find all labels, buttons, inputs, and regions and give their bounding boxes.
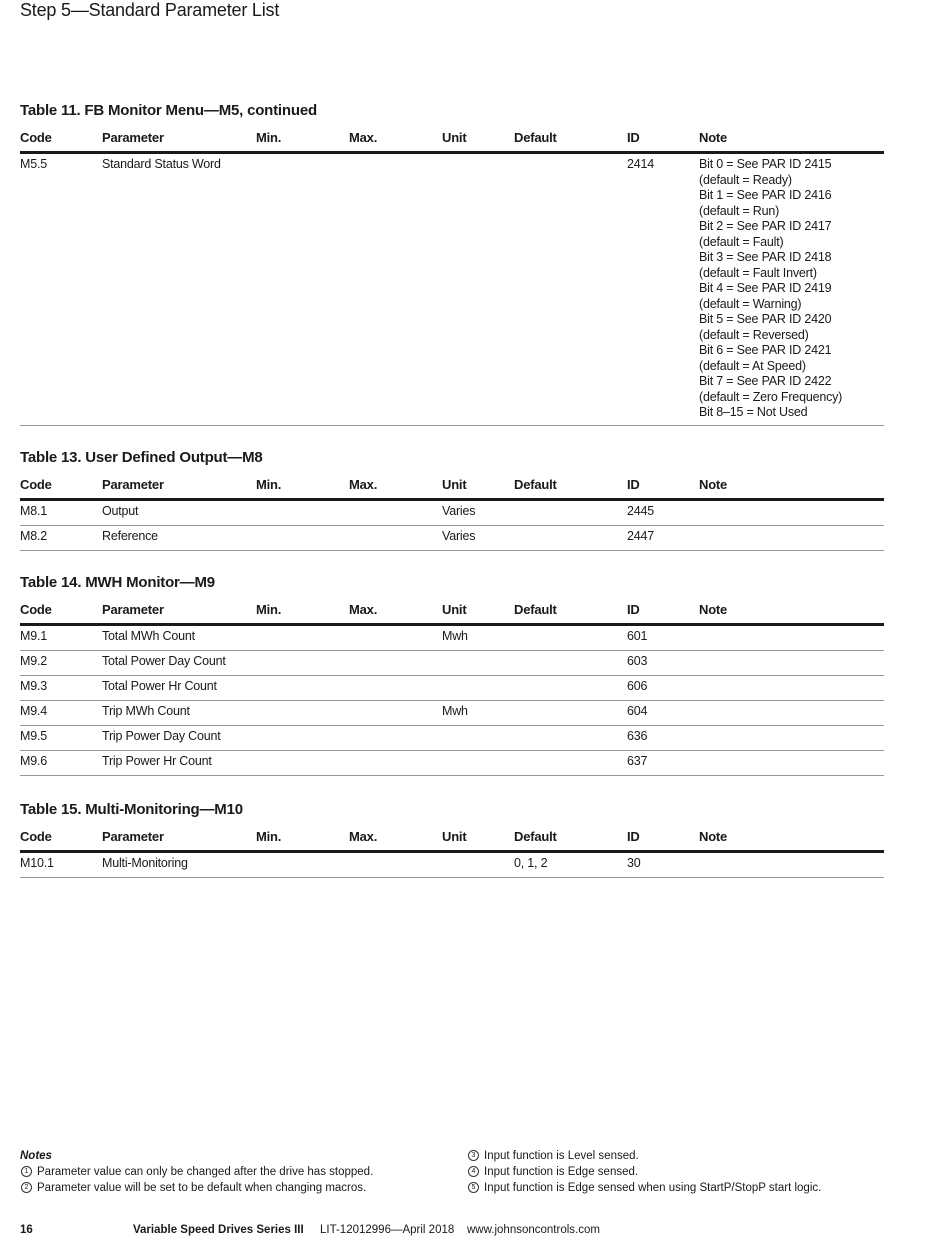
cell-note [699,529,884,546]
cell-code: M9.4 [20,704,47,718]
column-header-min: Min. [256,602,282,617]
cell-id: 603 [627,654,648,668]
cell-unit [442,856,514,873]
table-row [20,676,884,701]
note-line: Bit 3 = See PAR ID 2418 [699,250,832,264]
cell-default [514,679,627,696]
note-line: Bit 0 = See PAR ID 2415 [699,157,832,171]
table-row [20,651,884,676]
cell-parameter: Reference [102,529,158,543]
note-line: (default = Reversed) [699,327,809,342]
cell-note [699,629,884,646]
note-line: (default = Zero Frequency) [699,389,843,404]
footnote-text: Parameter value will be set to be default when changing macros. [37,1182,367,1194]
cell-max [349,629,442,646]
cell-parameter: Output [102,504,139,518]
cell-note [699,654,884,671]
cell-default: 0, 1, 2 [514,856,548,870]
column-header-max: Max. [349,477,378,492]
cell-code: M9.3 [20,679,47,693]
column-header-unit: Unit [442,829,467,844]
cell-code: M8.1 [20,504,47,518]
cell-unit [442,754,514,771]
page-number: 16 [20,1224,33,1236]
column-header-parameter: Parameter [102,602,164,617]
table-title: Table 13. User Defined Output—M8 [20,449,263,466]
note-line: (default = At Speed) [699,358,806,373]
cell-note [699,729,884,746]
table-title: Table 11. FB Monitor Menu—M5, continued [20,102,317,119]
page-footer [20,1224,884,1240]
note-line: Bit 8–15 = Not Used [699,405,808,419]
notes-left-column [20,1148,450,1196]
cell-default [514,654,627,671]
note-line: Bit 6 = See PAR ID 2421 [699,343,832,357]
column-header-unit: Unit [442,602,467,617]
cell-unit [442,157,514,421]
cell-default [514,704,627,721]
cell-note [699,504,884,521]
table-row [20,526,884,551]
note-line: Bit 7 = See PAR ID 2422 [699,374,832,388]
column-header-max: Max. [349,829,378,844]
column-header-unit: Unit [442,130,467,145]
footnote-text: Input function is Level sensed. [484,1150,639,1162]
note-line: Bit 4 = See PAR ID 2419 [699,281,832,295]
column-header-default: Default [514,130,557,145]
note-line: (default = Warning) [699,296,802,311]
cell-parameter: Total Power Hr Count [102,679,217,693]
column-header-id: ID [627,477,640,492]
table-row [20,154,884,426]
cell-unit: Varies [442,504,476,518]
cell-parameter: Total Power Day Count [102,654,226,668]
footnote-5 [467,1180,887,1196]
table-14 [20,574,884,776]
note-line: (default = Ready) [699,172,792,187]
cell-max [349,157,442,421]
cell-parameter: Trip Power Hr Count [102,754,212,768]
column-header-parameter: Parameter [102,477,164,492]
cell-note [699,856,884,873]
note-line: Bit 1 = See PAR ID 2416 [699,188,832,202]
column-header-note: Note [699,829,728,844]
cell-id: 2445 [627,504,655,518]
footnote-3 [467,1148,887,1164]
cell-id: 637 [627,754,648,768]
column-header-code: Code [20,602,52,617]
column-header-id: ID [627,602,640,617]
cell-min [256,754,349,771]
note-line: (default = Fault) [699,234,784,249]
cell-unit: Mwh [442,629,468,643]
column-header-default: Default [514,602,557,617]
cell-default [514,629,627,646]
column-header-note: Note [699,602,728,617]
cell-id: 606 [627,679,648,693]
column-header-id: ID [627,130,640,145]
note-line: Bit 2 = See PAR ID 2417 [699,219,832,233]
cell-min [256,654,349,671]
cell-unit [442,654,514,671]
cell-default [514,529,627,546]
note-line: (default = Fault Invert) [699,265,817,280]
cell-id: 2414 [627,157,655,171]
cell-parameter: Total MWh Count [102,629,195,643]
cell-code: M5.5 [20,157,47,171]
cell-parameter: Multi-Monitoring [102,856,188,870]
document-number: LIT-12012996—April 2018 [320,1224,455,1236]
cell-max [349,504,442,521]
column-header-min: Min. [256,477,282,492]
cell-id: 601 [627,629,648,643]
table-header-row [20,477,884,501]
column-header-id: ID [627,829,640,844]
column-header-parameter: Parameter [102,829,164,844]
cell-min [256,504,349,521]
cell-min [256,856,349,873]
cell-unit: Mwh [442,704,468,718]
cell-parameter: Standard Status Word [102,157,221,171]
cell-min [256,157,349,421]
table-row [20,626,884,651]
website-link[interactable]: www.johnsoncontrols.com [467,1224,600,1236]
circled-number-icon: 2 [21,1182,32,1193]
document-title: Variable Speed Drives Series III [133,1224,304,1236]
table-13 [20,449,884,551]
table-row [20,701,884,726]
cell-default [514,157,627,421]
footnote-2 [20,1180,450,1196]
cell-code: M9.5 [20,729,47,743]
footnote-1 [20,1164,450,1180]
cell-code: M9.6 [20,754,47,768]
cell-note [699,679,884,696]
cell-default [514,754,627,771]
column-header-min: Min. [256,829,282,844]
cell-id: 30 [627,856,641,870]
cell-min [256,679,349,696]
cell-min [256,629,349,646]
note-line: (default = Run) [699,203,780,218]
notes-right-column [467,1148,887,1196]
table-header-row [20,829,884,853]
note-line: Bit 5 = See PAR ID 2420 [699,312,832,326]
column-header-code: Code [20,130,52,145]
column-header-code: Code [20,829,52,844]
table-row [20,853,884,878]
cell-unit: Varies [442,529,476,543]
footnote-text: Input function is Edge sensed. [484,1166,639,1178]
cell-note [699,754,884,771]
cell-default [514,729,627,746]
cell-id: 2447 [627,529,655,543]
cell-max [349,704,442,721]
table-header-row [20,602,884,626]
column-header-note: Note [699,130,728,145]
column-header-default: Default [514,477,557,492]
notes-title: Notes [20,1150,52,1162]
cell-code: M9.1 [20,629,47,643]
cell-max [349,729,442,746]
column-header-parameter: Parameter [102,130,164,145]
cell-note [699,704,884,721]
table-15 [20,801,884,878]
table-11 [20,102,884,426]
cell-default [514,504,627,521]
column-header-max: Max. [349,602,378,617]
table-row [20,726,884,751]
column-header-unit: Unit [442,477,467,492]
table-row [20,501,884,526]
cell-max [349,654,442,671]
table-title: Table 15. Multi-Monitoring—M10 [20,801,243,818]
cell-unit [442,729,514,746]
cell-min [256,529,349,546]
cell-max [349,679,442,696]
footnote-text: Parameter value can only be changed after the drive has stopped. [37,1166,374,1178]
column-header-max: Max. [349,130,378,145]
cell-min [256,704,349,721]
circled-number-icon: 5 [468,1182,479,1193]
cell-note [699,157,884,421]
cell-max [349,856,442,873]
cell-parameter: Trip MWh Count [102,704,190,718]
cell-id: 636 [627,729,648,743]
cell-code: M9.2 [20,654,47,668]
cell-code: M8.2 [20,529,47,543]
cell-min [256,729,349,746]
page-header: Step 5—Standard Parameter List [20,0,280,20]
cell-unit [442,679,514,696]
footnote-text: Input function is Edge sensed when using StartP/StopP start logic. [484,1182,822,1194]
column-header-min: Min. [256,130,282,145]
table-row [20,751,884,776]
cell-parameter: Trip Power Day Count [102,729,221,743]
circled-number-icon: 3 [468,1150,479,1161]
column-header-code: Code [20,477,52,492]
column-header-note: Note [699,477,728,492]
footnote-4 [467,1164,887,1180]
table-header-row [20,130,884,154]
circled-number-icon: 4 [468,1166,479,1177]
table-title: Table 14. MWH Monitor—M9 [20,574,215,591]
cell-id: 604 [627,704,648,718]
circled-number-icon: 1 [21,1166,32,1177]
column-header-default: Default [514,829,557,844]
cell-max [349,754,442,771]
cell-max [349,529,442,546]
cell-code: M10.1 [20,856,54,870]
